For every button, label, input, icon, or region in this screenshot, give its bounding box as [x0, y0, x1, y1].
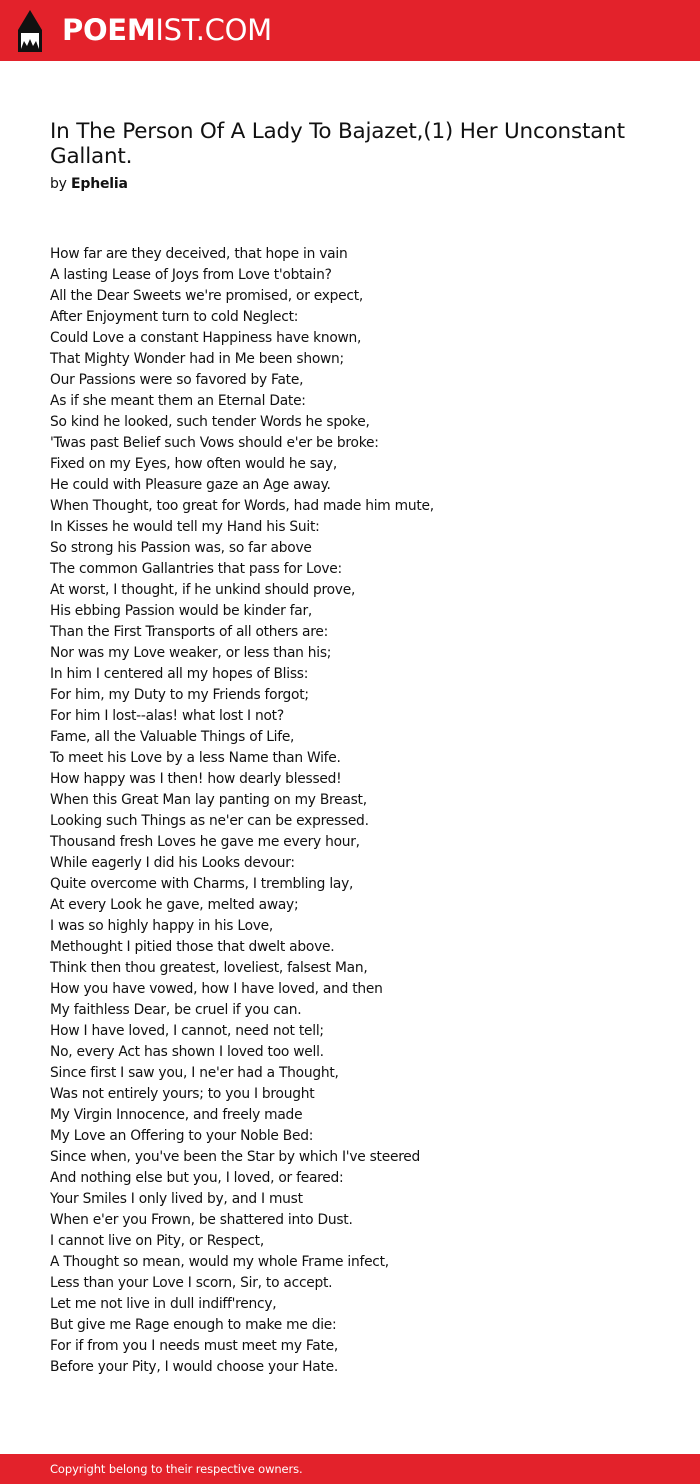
poem-line: Your Smiles I only lived by, and I must [50, 1191, 303, 1207]
poem-line: How far are they deceived, that hope in vain [50, 246, 348, 262]
poem-line: At every Look he gave, melted away; [50, 897, 299, 913]
poem-line: All the Dear Sweets we're promised, or expect, [50, 288, 364, 304]
poem-line: For him I lost--alas! what lost I not? [50, 708, 284, 724]
poem-line: For him, my Duty to my Friends forgot; [50, 687, 309, 703]
site-footer [0, 1454, 700, 1484]
poem-line: No, every Act has shown I loved too well. [50, 1044, 324, 1060]
copyright-text: Copyright belong to their respective owners. [50, 1462, 303, 1476]
poem-line: Since when, you've been the Star by which I've steered [50, 1149, 421, 1165]
poem-line: As if she meant them an Eternal Date: [50, 393, 306, 409]
poem-line: At worst, I thought, if he unkind should prove, [50, 582, 356, 598]
poem-line: For if from you I needs must meet my Fate, [50, 1338, 339, 1354]
poem-line: My faithless Dear, be cruel if you can. [50, 1002, 302, 1018]
poem-line: Fame, all the Valuable Things of Life, [50, 729, 295, 745]
poem-line: My Virgin Innocence, and freely made [50, 1107, 303, 1123]
poem-line: Since first I saw you, I ne'er had a Thought, [50, 1065, 339, 1081]
poem-line: Fixed on my Eyes, how often would he say, [50, 456, 337, 472]
poem-line: Less than your Love I scorn, Sir, to accept. [50, 1275, 333, 1291]
poem-line: How happy was I then! how dearly blessed! [50, 771, 342, 787]
poem-body [50, 244, 670, 1378]
poem-line: When e'er you Frown, be shattered into Dust. [50, 1212, 353, 1228]
author-name: Ephelia [71, 176, 128, 192]
poem-title: In The Person Of A Lady To Bajazet,(1) Her Unconstant Gallant. [50, 119, 625, 169]
pencil-icon[interactable] [18, 10, 42, 52]
poem-line: A lasting Lease of Joys from Love t'obtain? [50, 267, 332, 283]
logo-text-bold: POEM [62, 13, 156, 47]
poem-line: Quite overcome with Charms, I trembling lay, [50, 876, 354, 892]
poem-byline [50, 174, 128, 194]
poem-line: How you have vowed, how I have loved, and then [50, 981, 383, 997]
poem-line: Methought I pitied those that dwelt above. [50, 939, 335, 955]
poem-line: That Mighty Wonder had in Me been shown; [50, 351, 344, 367]
poem-line: Let me not live in dull indiff'rency, [50, 1296, 277, 1312]
poem-line: My Love an Offering to your Noble Bed: [50, 1128, 314, 1144]
poem-line: I cannot live on Pity, or Respect, [50, 1233, 264, 1249]
poem-line: A Thought so mean, would my whole Frame infect, [50, 1254, 389, 1270]
poem-line: The common Gallantries that pass for Love: [50, 561, 342, 577]
poem-line: To meet his Love by a less Name than Wife. [50, 750, 341, 766]
poem-line: 'Twas past Belief such Vows should e'er be broke: [50, 435, 379, 451]
poem-line: So strong his Passion was, so far above [50, 540, 312, 556]
poem-line: I was so highly happy in his Love, [50, 918, 274, 934]
poem-line: When Thought, too great for Words, had made him mute, [50, 498, 434, 514]
poem-line: Nor was my Love weaker, or less than his; [50, 645, 332, 661]
poem-line: In him I centered all my hopes of Bliss: [50, 666, 309, 682]
poem-line: Thousand fresh Loves he gave me every hour, [50, 834, 360, 850]
logo-text-light: IST.COM [155, 13, 272, 47]
poem-line: Our Passions were so favored by Fate, [50, 372, 304, 388]
poem-line: When this Great Man lay panting on my Breast, [50, 792, 367, 808]
poem-line: Was not entirely yours; to you I brought [50, 1086, 315, 1102]
poem-line: So kind he looked, such tender Words he spoke, [50, 414, 370, 430]
poem-line: Before your Pity, I would choose your Hate. [50, 1359, 339, 1375]
poem-line: After Enjoyment turn to cold Neglect: [50, 309, 299, 325]
poem-line: Than the First Transports of all others are: [50, 624, 328, 640]
poem-line: He could with Pleasure gaze an Age away. [50, 477, 331, 493]
poem-line: While eagerly I did his Looks devour: [50, 855, 295, 871]
poem-line: Looking such Things as ne'er can be expressed. [50, 813, 369, 829]
site-header [0, 0, 700, 61]
poem-line: How I have loved, I cannot, need not tell; [50, 1023, 324, 1039]
poem-line: His ebbing Passion would be kinder far, [50, 603, 313, 619]
poem-line: Think then thou greatest, loveliest, falsest Man, [50, 960, 368, 976]
poem-line: But give me Rage enough to make me die: [50, 1317, 337, 1333]
site-logo[interactable] [62, 12, 272, 48]
poem-line: And nothing else but you, I loved, or feared: [50, 1170, 344, 1186]
poem-line: In Kisses he would tell my Hand his Suit: [50, 519, 320, 535]
by-label: by [50, 176, 67, 192]
poem-line: Could Love a constant Happiness have known, [50, 330, 362, 346]
